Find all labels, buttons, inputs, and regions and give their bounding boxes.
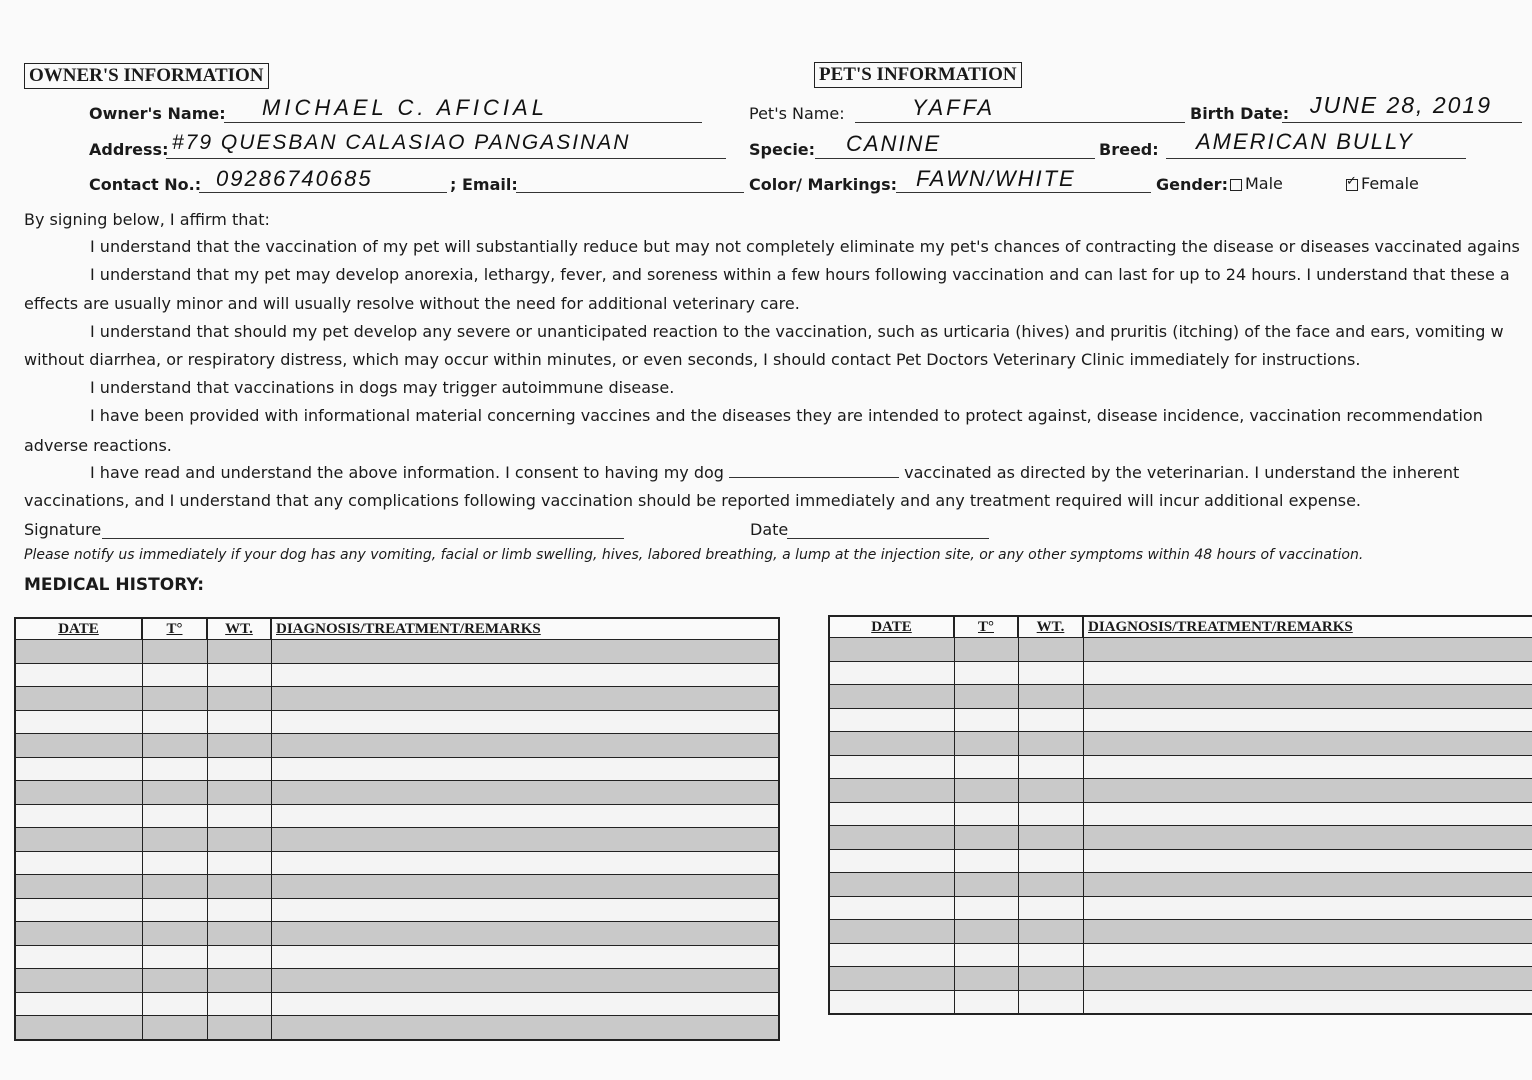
consent-p2b: effects are usually minor and will usually resolve without the need for additional veterinary care. xyxy=(24,294,800,313)
table-cell[interactable] xyxy=(142,945,207,969)
table-row xyxy=(829,896,1532,920)
table-row xyxy=(15,710,779,734)
table-cell[interactable] xyxy=(1018,943,1083,967)
table-cell[interactable] xyxy=(142,663,207,687)
table-cell[interactable] xyxy=(207,1016,271,1040)
female-checkbox[interactable] xyxy=(1346,179,1358,191)
table-cell[interactable] xyxy=(15,851,142,875)
table-row xyxy=(15,781,779,805)
table-cell[interactable] xyxy=(15,992,142,1016)
owner-name-line xyxy=(224,122,702,123)
table-cell[interactable] xyxy=(954,826,1018,850)
table-cell[interactable] xyxy=(954,779,1018,803)
table-cell[interactable] xyxy=(1083,849,1532,873)
table-cell[interactable] xyxy=(954,943,1018,967)
consent-p2a: I understand that my pet may develop anorexia, lethargy, fever, and soreness within a few hours following vaccination and can last for up to 24 hours. I understand that these a xyxy=(90,265,1510,284)
col-date: DATE xyxy=(829,616,954,638)
table-cell[interactable] xyxy=(15,969,142,993)
consent-p5b: adverse reactions. xyxy=(24,436,172,455)
table-row xyxy=(829,732,1532,756)
table-cell[interactable] xyxy=(1018,967,1083,991)
table-cell[interactable] xyxy=(15,875,142,899)
specie-line xyxy=(815,158,1095,159)
table-row xyxy=(829,873,1532,897)
table-cell[interactable] xyxy=(829,873,954,897)
table-cell[interactable] xyxy=(954,967,1018,991)
table-cell[interactable] xyxy=(207,757,271,781)
table-row xyxy=(15,1016,779,1040)
table-cell[interactable] xyxy=(954,732,1018,756)
male-label: Male xyxy=(1245,174,1283,193)
email-line xyxy=(516,192,744,193)
table-cell[interactable] xyxy=(1083,896,1532,920)
contact-label: Contact No.: xyxy=(89,175,202,194)
table-cell[interactable] xyxy=(271,851,779,875)
table-cell[interactable] xyxy=(142,898,207,922)
table-row xyxy=(829,638,1532,662)
table-row xyxy=(15,663,779,687)
date-label: Date xyxy=(750,520,789,539)
col-weight: WT. xyxy=(1018,616,1083,638)
table-cell[interactable] xyxy=(1083,732,1532,756)
contact-line xyxy=(199,192,447,193)
birth-date-line xyxy=(1282,122,1522,123)
breed-line xyxy=(1166,158,1466,159)
table-row xyxy=(829,755,1532,779)
table-cell[interactable] xyxy=(829,685,954,709)
table-cell[interactable] xyxy=(1083,638,1532,662)
table-cell[interactable] xyxy=(271,828,779,852)
color-value[interactable]: FAWN/WHITE xyxy=(916,166,1076,191)
table-cell[interactable] xyxy=(271,1016,779,1040)
table-cell[interactable] xyxy=(142,710,207,734)
table-cell[interactable] xyxy=(15,663,142,687)
table-cell[interactable] xyxy=(829,896,954,920)
table-cell[interactable] xyxy=(1083,990,1532,1014)
table-cell[interactable] xyxy=(15,945,142,969)
table-cell[interactable] xyxy=(271,710,779,734)
table-cell[interactable] xyxy=(15,640,142,664)
table-cell[interactable] xyxy=(829,849,954,873)
table-row xyxy=(829,826,1532,850)
table-cell[interactable] xyxy=(207,663,271,687)
consent-p4: I understand that vaccinations in dogs may trigger autoimmune disease. xyxy=(90,378,675,397)
contact-value[interactable]: 09286740685 xyxy=(216,166,373,191)
table-cell[interactable] xyxy=(207,640,271,664)
medical-history-table-right xyxy=(828,615,1532,1015)
medical-history-table-left xyxy=(14,617,780,1041)
table-cell[interactable] xyxy=(1018,779,1083,803)
table-row xyxy=(829,967,1532,991)
table-cell[interactable] xyxy=(15,922,142,946)
table-cell[interactable] xyxy=(142,804,207,828)
table-cell[interactable] xyxy=(142,828,207,852)
table-cell[interactable] xyxy=(1018,661,1083,685)
table-cell[interactable] xyxy=(15,734,142,758)
table-row xyxy=(15,851,779,875)
table-cell[interactable] xyxy=(15,828,142,852)
table-row xyxy=(829,943,1532,967)
table-cell[interactable] xyxy=(1018,755,1083,779)
birth-date-label: Birth Date: xyxy=(1190,104,1290,123)
table-cell[interactable] xyxy=(954,849,1018,873)
table-cell[interactable] xyxy=(15,1016,142,1040)
table-cell[interactable] xyxy=(1083,920,1532,944)
table-cell[interactable] xyxy=(954,661,1018,685)
gender-male-option[interactable] xyxy=(1230,174,1283,193)
col-temp: T° xyxy=(954,616,1018,638)
table-cell[interactable] xyxy=(207,922,271,946)
pet-name-value[interactable]: YAFFA xyxy=(912,95,996,120)
table-cell[interactable] xyxy=(15,898,142,922)
table-cell[interactable] xyxy=(271,663,779,687)
specie-value[interactable]: CANINE xyxy=(846,131,942,156)
table-cell[interactable] xyxy=(271,757,779,781)
table-cell[interactable] xyxy=(1018,849,1083,873)
table-cell[interactable] xyxy=(954,802,1018,826)
table-cell[interactable] xyxy=(1083,755,1532,779)
table-cell[interactable] xyxy=(142,687,207,711)
table-cell[interactable] xyxy=(15,781,142,805)
table-row xyxy=(829,990,1532,1014)
table-cell[interactable] xyxy=(271,804,779,828)
table-row xyxy=(15,757,779,781)
consent-intro: By signing below, I affirm that: xyxy=(24,210,270,229)
table-cell[interactable] xyxy=(954,990,1018,1014)
address-value[interactable]: #79 QUESBAN CALASIAO PANGASINAN xyxy=(172,131,631,154)
table-cell[interactable] xyxy=(829,826,954,850)
table-cell[interactable] xyxy=(142,875,207,899)
table-cell[interactable] xyxy=(829,732,954,756)
table-row xyxy=(15,945,779,969)
table-cell[interactable] xyxy=(1083,967,1532,991)
gender-label: Gender: xyxy=(1156,175,1228,194)
table-cell[interactable] xyxy=(1018,873,1083,897)
table-row xyxy=(15,898,779,922)
table-cell[interactable] xyxy=(142,734,207,758)
table-cell[interactable] xyxy=(1083,708,1532,732)
table-cell[interactable] xyxy=(142,992,207,1016)
col-temp: T° xyxy=(142,618,207,640)
table-cell[interactable] xyxy=(954,708,1018,732)
date-line[interactable] xyxy=(787,538,989,539)
table-cell[interactable] xyxy=(207,734,271,758)
table-cell[interactable] xyxy=(954,873,1018,897)
table-row xyxy=(15,922,779,946)
table-cell[interactable] xyxy=(829,755,954,779)
consent-p6a xyxy=(90,463,1459,483)
table-cell[interactable] xyxy=(1083,685,1532,709)
table-cell[interactable] xyxy=(829,661,954,685)
table-cell[interactable] xyxy=(207,969,271,993)
table-row xyxy=(15,875,779,899)
table-row xyxy=(15,687,779,711)
table-cell[interactable] xyxy=(142,851,207,875)
table-cell[interactable] xyxy=(1018,732,1083,756)
gender-female-option[interactable] xyxy=(1346,174,1419,193)
table-cell[interactable] xyxy=(15,687,142,711)
email-label: ; Email: xyxy=(450,175,518,194)
table-row xyxy=(829,920,1532,944)
birth-date-value[interactable]: JUNE 28, 2019 xyxy=(1310,92,1492,118)
table-cell[interactable] xyxy=(1018,896,1083,920)
medical-history-heading: MEDICAL HISTORY: xyxy=(24,575,204,595)
table-cell[interactable] xyxy=(954,896,1018,920)
table-cell[interactable] xyxy=(271,945,779,969)
table-cell[interactable] xyxy=(271,969,779,993)
table-cell[interactable] xyxy=(207,945,271,969)
table-cell[interactable] xyxy=(1018,802,1083,826)
table-row xyxy=(829,849,1532,873)
address-line xyxy=(166,158,726,159)
table-cell[interactable] xyxy=(954,755,1018,779)
table-cell[interactable] xyxy=(1083,779,1532,803)
table-cell[interactable] xyxy=(829,920,954,944)
consent-p6a-post: vaccinated as directed by the veterinarian. I understand the inherent xyxy=(904,463,1460,482)
table-cell[interactable] xyxy=(829,638,954,662)
table-cell[interactable] xyxy=(829,779,954,803)
table-cell[interactable] xyxy=(271,992,779,1016)
table-cell[interactable] xyxy=(829,943,954,967)
female-label: Female xyxy=(1361,174,1419,193)
color-label: Color/ Markings: xyxy=(749,175,898,194)
consent-p3b: without diarrhea, or respiratory distress, which may occur within minutes, or even seconds, I should contact Pet Doctors Veterinary Clinic immediately for instructions. xyxy=(24,350,1361,369)
table-cell[interactable] xyxy=(207,781,271,805)
table-cell[interactable] xyxy=(271,734,779,758)
table-cell[interactable] xyxy=(1018,708,1083,732)
table-cell[interactable] xyxy=(142,1016,207,1040)
table-cell[interactable] xyxy=(142,640,207,664)
table-cell[interactable] xyxy=(271,687,779,711)
consent-p5a: I have been provided with informational material concerning vaccines and the diseases they are intended to protect against, disease incidence, vaccination recommendation xyxy=(90,406,1483,425)
table-cell[interactable] xyxy=(271,640,779,664)
table-row xyxy=(829,685,1532,709)
table-cell[interactable] xyxy=(207,687,271,711)
table-cell[interactable] xyxy=(142,969,207,993)
table-cell[interactable] xyxy=(207,992,271,1016)
owner-section-heading: OWNER'S INFORMATION xyxy=(24,63,269,89)
table-cell[interactable] xyxy=(207,875,271,899)
table-cell[interactable] xyxy=(271,898,779,922)
table-cell[interactable] xyxy=(207,804,271,828)
signature-line[interactable] xyxy=(102,538,624,539)
consent-p6a-pre: I have read and understand the above information. I consent to having my dog xyxy=(90,463,724,482)
table-cell[interactable] xyxy=(954,685,1018,709)
color-line xyxy=(896,192,1151,193)
table-cell[interactable] xyxy=(829,802,954,826)
table-cell[interactable] xyxy=(15,710,142,734)
table-cell[interactable] xyxy=(207,828,271,852)
table-row xyxy=(15,734,779,758)
consent-p1: I understand that the vaccination of my pet will substantially reduce but may not completely eliminate my pet's chances of contracting the disease or diseases vaccinated agains xyxy=(90,237,1520,256)
consent-p6b: vaccinations, and I understand that any complications following vaccination should be reported immediately and any treatment required will incur additional expense. xyxy=(24,491,1361,510)
table-cell[interactable] xyxy=(954,638,1018,662)
table-cell[interactable] xyxy=(1018,638,1083,662)
owner-name-value[interactable]: MICHAEL C. AFICIAL xyxy=(262,95,548,120)
signature-label: Signature xyxy=(24,520,102,539)
breed-label: Breed: xyxy=(1099,140,1159,159)
table-cell[interactable] xyxy=(15,757,142,781)
specie-label: Specie: xyxy=(749,140,816,159)
table-cell[interactable] xyxy=(1018,920,1083,944)
table-cell[interactable] xyxy=(271,922,779,946)
male-checkbox[interactable] xyxy=(1230,179,1242,191)
table-cell[interactable] xyxy=(1083,802,1532,826)
table-cell[interactable] xyxy=(1083,873,1532,897)
table-row xyxy=(15,640,779,664)
table-cell[interactable] xyxy=(207,710,271,734)
breed-value[interactable]: AMERICAN BULLY xyxy=(1196,129,1414,154)
table-cell[interactable] xyxy=(271,781,779,805)
owner-name-label: Owner's Name: xyxy=(89,104,226,123)
table-cell[interactable] xyxy=(1018,990,1083,1014)
pet-name-label: Pet's Name: xyxy=(749,104,845,123)
dog-name-blank[interactable] xyxy=(729,463,899,478)
table-cell[interactable] xyxy=(1018,685,1083,709)
table-cell[interactable] xyxy=(1083,661,1532,685)
table-row xyxy=(829,779,1532,803)
address-label: Address: xyxy=(89,140,169,159)
col-remarks: DIAGNOSIS/TREATMENT/REMARKS xyxy=(271,618,779,640)
table-row xyxy=(829,708,1532,732)
table-cell[interactable] xyxy=(829,990,954,1014)
table-cell[interactable] xyxy=(142,922,207,946)
table-cell[interactable] xyxy=(829,708,954,732)
col-remarks: DIAGNOSIS/TREATMENT/REMARKS xyxy=(1083,616,1532,638)
table-row xyxy=(15,969,779,993)
table-cell[interactable] xyxy=(1083,943,1532,967)
table-cell[interactable] xyxy=(142,781,207,805)
notice-text: Please notify us immediately if your dog has any vomiting, facial or limb swelling, hives, labored breathing, a lump at the injection site, or any other symptoms within 48 hours of vaccination. xyxy=(24,547,1364,563)
table-cell[interactable] xyxy=(271,875,779,899)
table-cell[interactable] xyxy=(207,851,271,875)
table-cell[interactable] xyxy=(1083,826,1532,850)
table-row xyxy=(15,828,779,852)
col-weight: WT. xyxy=(207,618,271,640)
consent-p3a: I understand that should my pet develop any severe or unanticipated reaction to the vaccination, such as urticaria (hives) and pruritis (itching) of the face and ears, vomiting w xyxy=(90,322,1504,341)
table-cell[interactable] xyxy=(829,967,954,991)
pet-section-heading: PET'S INFORMATION xyxy=(814,62,1022,88)
table-cell[interactable] xyxy=(954,920,1018,944)
table-row xyxy=(829,802,1532,826)
table-cell[interactable] xyxy=(1018,826,1083,850)
pet-name-line xyxy=(855,122,1185,123)
table-row xyxy=(15,992,779,1016)
table-cell[interactable] xyxy=(15,804,142,828)
table-row xyxy=(15,804,779,828)
col-date: DATE xyxy=(15,618,142,640)
table-cell[interactable] xyxy=(142,757,207,781)
table-row xyxy=(829,661,1532,685)
table-cell[interactable] xyxy=(207,898,271,922)
